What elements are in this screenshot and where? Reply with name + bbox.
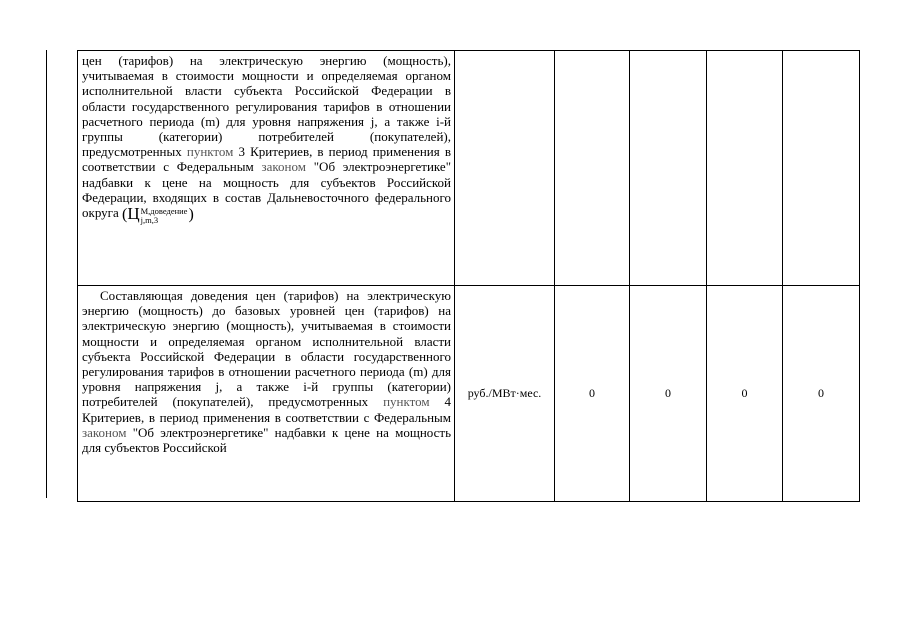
formula-superscript: М,доведение — [140, 206, 188, 217]
value-cell — [555, 51, 630, 286]
value-cell: 0 — [630, 286, 707, 502]
row1-text-b: 3 Критериев, в период применения в соответствии с Федеральным — [82, 144, 451, 175]
row1-text-c: "Об электроэнергетике" надбавки к цене на мощность для субъектов Российской Федерации, входящих в состав Дальневосточного федерального округа — [82, 159, 452, 221]
row1-text-a: цен (тарифов) на электрическую энергию (мощность), учитываемая в стоимости мощности и определяемая органом исполнительной власти субъекта Российской Федерации в области государственного регулирования тарифов в отношении расчетного периода (m) для уровня напряжения j, а также i-й группы (категории) потребителей (покупателей), предусмотренных — [82, 53, 451, 160]
description-cell — [78, 51, 455, 286]
formula-symbol: Ц — [127, 204, 140, 224]
formula-subscript: j,m,3 — [140, 215, 159, 226]
value-cell — [707, 51, 783, 286]
value-cell — [783, 51, 860, 286]
unit-cell: руб./МВт·мес. — [455, 286, 555, 502]
row2-text-a: Составляющая доведения цен (тарифов) на электрическую энергию (мощность) до базовых уровней цен (тарифов) на электрическую энергию (мощность), учитываемая в стоимости мощности и определяемая органом исполнительной власти субъекта Российской Федерации в области государственного регулирования тарифов в отношении расчетного периода (m) для уровня напряжения j, а также i-й группы (категории) потребителей (покупателей), предусмотренных — [82, 288, 451, 410]
value-cell: 0 — [555, 286, 630, 502]
table-row — [78, 51, 860, 286]
row1-description — [78, 51, 454, 225]
row1-ref-zakon-link[interactable]: законом — [261, 159, 306, 175]
row2-ref-punkt-link[interactable]: пунктом — [383, 394, 430, 410]
unit-cell — [455, 51, 555, 286]
formula-open-paren: ( — [122, 206, 128, 224]
page-margin-line — [46, 50, 47, 498]
row2-description — [78, 286, 454, 455]
row2-text-c: "Об электроэнергетике" надбавки к цене на мощность для субъектов Российской — [82, 424, 451, 456]
table-row — [78, 286, 860, 502]
row1-formula — [122, 204, 194, 226]
row2-ref-zakon-link[interactable]: законом — [82, 424, 127, 440]
tariff-table — [77, 50, 860, 502]
row2-text-b: 4 Критериев, в период применения в соответствии с Федеральным — [82, 394, 451, 425]
value-cell: 0 — [783, 286, 860, 502]
row1-ref-punkt-link[interactable]: пунктом — [186, 144, 234, 160]
description-cell — [78, 286, 455, 502]
formula-close-paren: ) — [188, 206, 194, 224]
value-cell — [630, 51, 707, 286]
value-cell: 0 — [707, 286, 783, 502]
